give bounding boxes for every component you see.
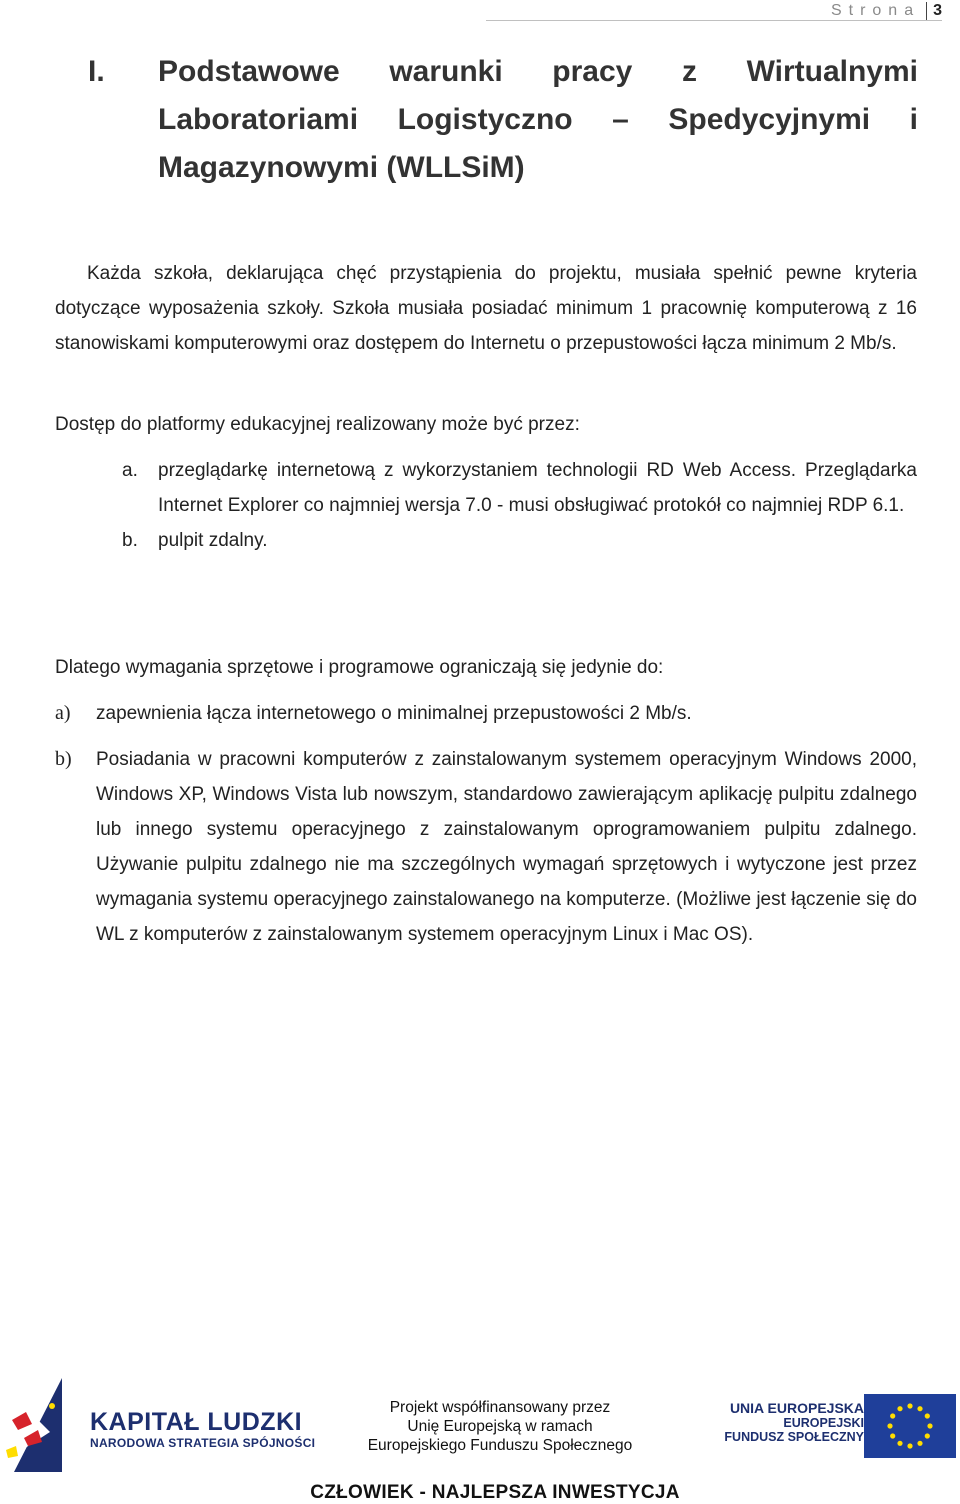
eu-text <box>712 1400 864 1444</box>
list-marker: b) <box>55 748 72 770</box>
list-item-text: pulpit zdalny. <box>158 530 268 551</box>
eu-line-3: FUNDUSZ SPOŁECZNY <box>724 1430 864 1444</box>
section-title: Podstawowe warunki pracy z Wirtualnymi Laboratoriami Logistyczno – Spedycyjnymi i Magazynowymi (WLLSiM) <box>158 55 918 184</box>
page-footer <box>0 1370 960 1503</box>
kl-subtitle: NARODOWA STRATEGIA SPÓJNOŚCI <box>90 1436 316 1450</box>
access-paragraph: Dostęp do platformy edukacyjnej realizowany może być przez: <box>55 414 580 435</box>
list-item-text: przeglądarkę internetową z wykorzystaniem technologii RD Web Access. Przeglądarka Internet Explorer co najmniej wersja 7.0 - musi obsługiwać protokół co najmniej RDP 6.1. <box>158 460 917 516</box>
header-separator <box>926 2 927 20</box>
list-marker: b. <box>122 530 138 551</box>
kl-title: KAPITAŁ LUDZKI <box>90 1408 303 1436</box>
header-rule <box>486 20 942 21</box>
page-number: 3 <box>933 2 942 19</box>
section-number: I. <box>88 55 105 88</box>
list-item <box>122 453 917 523</box>
footer-slogan: CZŁOWIEK - NAJLEPSZA INWESTYCJA <box>310 1482 680 1503</box>
section-heading <box>88 48 918 192</box>
page-label: Strona <box>830 2 921 19</box>
list-item-text: zapewnienia łącza internetowego o minimalnej przepustowości 2 Mb/s. <box>96 703 692 724</box>
list-item-text: Posiadania w pracowni komputerów z zainstalowanym systemem operacyjnym Windows 2000, Windows XP, Windows Vista lub nowszym, standardowo zawierającym aplikację pulpitu zdalnego lub innego systemu operacyjnego z zainstalowanym oprogramowaniem pulpitu zdalnego. Używanie pulpitu zdalnego nie ma szczególnych wymagań sprzętowych i wytyczone jest przez wymagania systemu operacyjnego zainstalowanego na komputerze. (Możliwe jest łączenie się do WL z komputerów z zainstalowanym systemem operacyjnym Linux i Mac OS). <box>96 749 917 945</box>
kapital-ludzki-logo-icon <box>4 1376 80 1474</box>
requirements-paragraph: Dlatego wymagania sprzętowe i programowe ograniczają się jedynie do: <box>55 657 664 678</box>
intro-paragraph: Każda szkoła, deklarująca chęć przystąpienia do projektu, musiała spełnić pewne kryteria dotyczące wyposażenia szkoły. Szkoła musiała posiadać minimum 1 pracownię komputerową z 16 stanowiskami komputerowymi oraz dostępem do Internetu o przepustowości łącza minimum 2 Mb/s. <box>55 263 917 354</box>
list-item <box>55 742 917 952</box>
project-line: Europejskiego Funduszu Społecznego <box>367 1437 633 1454</box>
page-header <box>831 0 942 22</box>
eu-line-2: EUROPEJSKI <box>783 1416 864 1430</box>
list-marker: a) <box>55 702 71 724</box>
list-marker: a. <box>122 460 138 481</box>
list-item <box>55 696 917 731</box>
project-cofinancing-text <box>350 1398 650 1455</box>
project-line: Projekt współfinansowany przez <box>389 1399 611 1416</box>
list-item <box>122 523 917 558</box>
requirements-list <box>55 696 917 963</box>
eu-flag-icon <box>864 1394 956 1458</box>
project-line: Unię Europejską w ramach <box>407 1418 593 1435</box>
eu-line-1: UNIA EUROPEJSKA <box>729 1400 864 1416</box>
access-list <box>122 453 917 558</box>
